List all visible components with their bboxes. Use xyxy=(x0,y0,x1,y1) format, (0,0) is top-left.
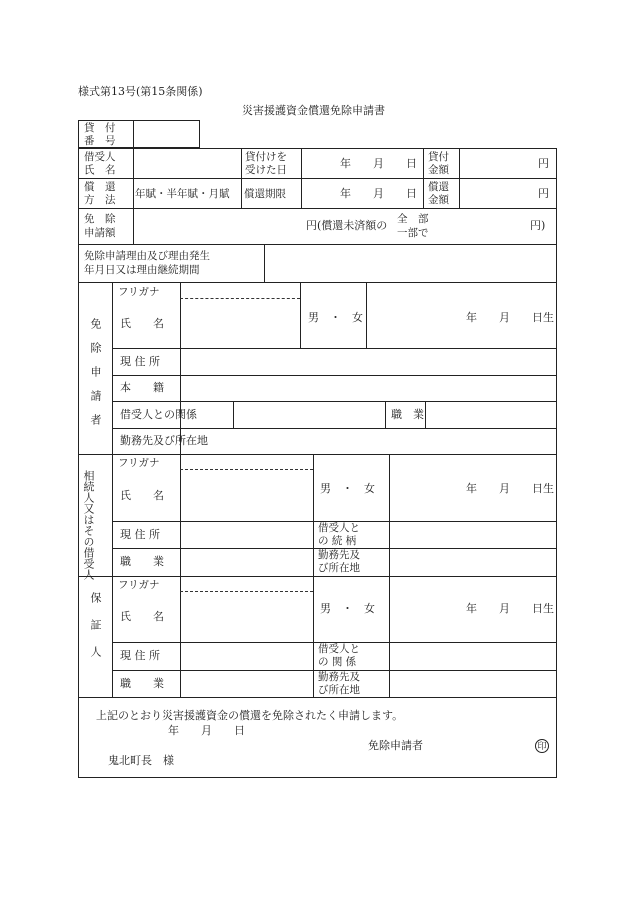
applicant-relation-label: 借受人との関係 xyxy=(120,408,197,421)
applicant-gender: 男 ・ 女 xyxy=(308,311,363,324)
applicant-furigana: フリガナ xyxy=(118,286,160,298)
applicant-workplace-label: 勤務先及び所在地 xyxy=(120,434,208,447)
guarantor-birth: 年 月 日生 xyxy=(466,602,554,615)
guarantor-workplace-label-2: び所在地 xyxy=(318,684,360,696)
heir-occupation-label: 職 業 xyxy=(120,555,164,568)
loan-date-label-2: 受けた日 xyxy=(245,164,287,176)
heir-workplace-label-1: 勤務先及 xyxy=(318,549,360,561)
heir-birth: 年 月 日生 xyxy=(466,482,554,495)
loan-number-label-1: 貸 付 xyxy=(84,122,116,134)
footer-statement: 上記のとおり災害援護資金の償還を免除されたく申請します。 xyxy=(96,709,404,722)
exempt-amount-text: 円(償還未済額の xyxy=(306,219,388,232)
form-number: 様式第13号(第15条関係) xyxy=(78,85,203,98)
guarantor-occupation-label: 職 業 xyxy=(120,677,164,690)
seal-icon: 印 xyxy=(535,739,549,753)
guarantor-furigana: フリガナ xyxy=(118,579,160,591)
loan-date-value: 年 月 日 xyxy=(340,157,417,170)
loan-number-label-2: 番 号 xyxy=(84,135,116,147)
applicant-address-label: 現 住 所 xyxy=(120,355,160,368)
applicant-domicile-label: 本 籍 xyxy=(120,381,164,394)
heir-furigana: フリガナ xyxy=(118,457,160,469)
repay-method-label-2: 方 法 xyxy=(84,194,116,206)
applicant-section-label: 免除申請者 xyxy=(89,318,102,438)
repay-deadline-label: 償還期限 xyxy=(244,188,286,200)
heir-name-label: 氏 名 xyxy=(120,489,164,502)
exempt-amount-close: 円) xyxy=(530,219,546,232)
guarantor-relation-label-2: の 関 係 xyxy=(318,656,357,668)
repay-amount-label-1: 償還 xyxy=(428,181,449,193)
repay-deadline-value: 年 月 日 xyxy=(340,187,417,200)
exempt-amount-label-2: 申請額 xyxy=(84,227,116,239)
guarantor-address-label: 現 住 所 xyxy=(120,649,160,662)
applicant-name-label: 氏 名 xyxy=(120,317,164,330)
repay-method-label-1: 償 還 xyxy=(84,181,116,193)
reason-label-1: 免除申請理由及び理由発生 xyxy=(84,250,210,262)
repay-method-value: 年賦・半年賦・月賦 xyxy=(135,188,230,200)
guarantor-section-label: 保証人 xyxy=(89,592,102,673)
heir-relation-label-1: 借受人と xyxy=(318,522,360,534)
repay-amount-label-2: 金額 xyxy=(428,194,449,206)
loan-amount-label-2: 金額 xyxy=(428,164,449,176)
heir-workplace-label-2: び所在地 xyxy=(318,562,360,574)
heir-section-label: 相続人又はその借受人 xyxy=(82,470,95,580)
reason-label-2: 年月日又は理由継続期間 xyxy=(84,264,200,276)
exempt-amount-label-1: 免 除 xyxy=(84,213,116,225)
guarantor-relation-label-1: 借受人と xyxy=(318,643,360,655)
exempt-choice-all: 全 部 xyxy=(397,213,429,225)
loan-amount-yen: 円 xyxy=(538,157,549,170)
applicant-birth: 年 月 日生 xyxy=(466,311,554,324)
repay-amount-yen: 円 xyxy=(538,187,549,200)
borrower-name-label-1: 借受人 xyxy=(84,151,116,163)
guarantor-gender: 男 ・ 女 xyxy=(320,602,375,615)
heir-address-label: 現 住 所 xyxy=(120,528,160,541)
loan-date-label-1: 貸付けを xyxy=(245,151,287,163)
heir-gender: 男 ・ 女 xyxy=(320,482,375,495)
heir-relation-label-2: の 続 柄 xyxy=(318,535,357,547)
form-title: 災害援護資金償還免除申請書 xyxy=(242,104,385,117)
borrower-name-label-2: 氏 名 xyxy=(84,164,116,176)
exempt-choice-part: 一部で xyxy=(397,227,429,239)
footer-date: 年 月 日 xyxy=(168,724,245,737)
applicant-occupation-label: 職 業 xyxy=(391,408,424,421)
guarantor-workplace-label-1: 勤務先及 xyxy=(318,671,360,683)
footer-applicant-label: 免除申請者 xyxy=(368,739,423,752)
guarantor-name-label: 氏 名 xyxy=(120,610,164,623)
loan-amount-label-1: 貸付 xyxy=(428,151,449,163)
footer-addressee: 鬼北町長 様 xyxy=(108,754,174,767)
